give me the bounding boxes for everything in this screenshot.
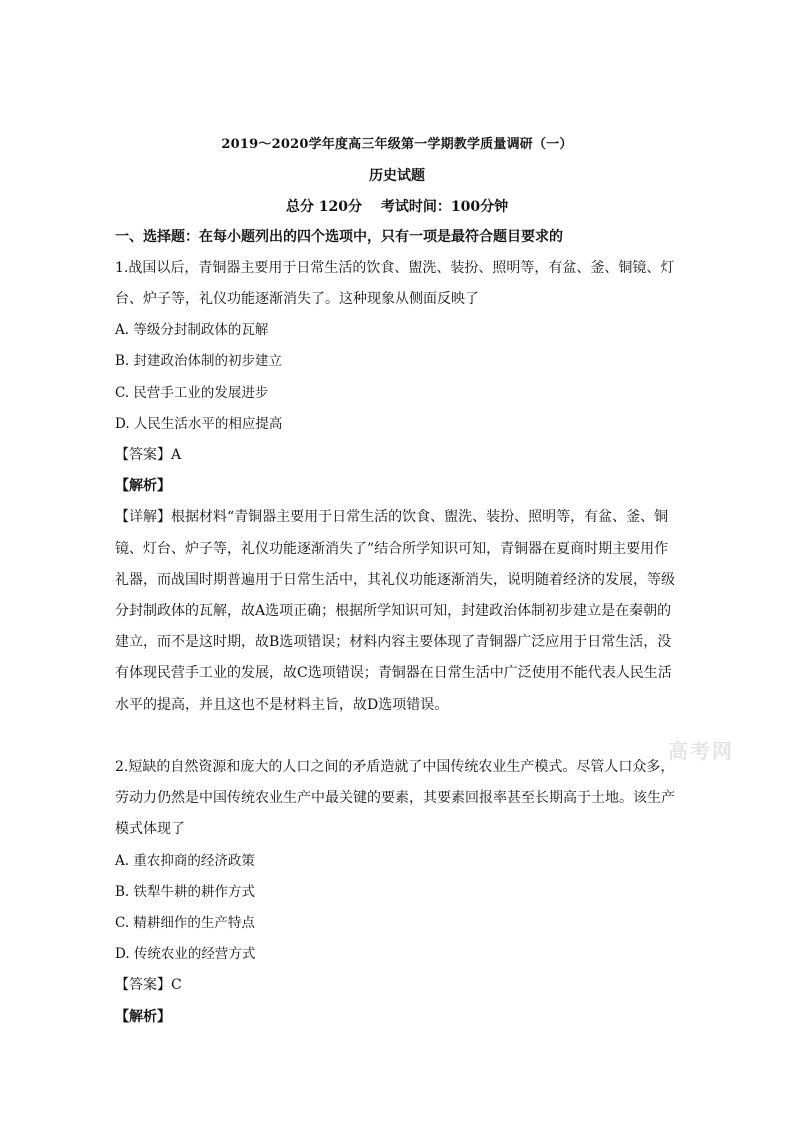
q1-detail-line: 【详解】根据材料“青铜器主要用于日常生活的饮食、盥洗、装扮、照明等，有盆、釜、铜 <box>115 509 669 525</box>
q2-option-b: B. 铁犁牛耕的耕作方式 <box>115 884 256 900</box>
q1-option-d: D. 人民生活水平的相应提高 <box>115 416 283 432</box>
score-time-line: 总分 120分 考试时间：100分钟 <box>285 199 509 215</box>
exam-title: 2019～2020学年度高三年级第一学期教学质量调研（一） <box>221 137 573 152</box>
q2-option-d: D. 传统农业的经营方式 <box>115 946 256 962</box>
q2-analysis-label: 【解析】 <box>115 1009 171 1025</box>
q1-detail-line: 有体现民营手工业的发展，故C选项错误；青铜器在日常生活中广泛使用不能代表人民生活 <box>115 665 672 681</box>
q1-answer: 【答案】A <box>115 447 182 463</box>
q1-detail-line: 礼器，而战国时期普遍用于日常生活中，其礼仪功能逐渐消失，说明随着经济的发展，等级 <box>115 572 675 588</box>
q2-stem-line: 模式体现了 <box>115 821 185 837</box>
q1-detail-line: 建立，而不是这时期，故B选项错误；材料内容主要体现了青铜器广泛应用于日常生活，没 <box>115 634 672 650</box>
subject-title: 历史试题 <box>369 168 425 184</box>
q1-stem-line: 台、炉子等，礼仪功能逐渐消失了。这种现象从侧面反映了 <box>115 291 479 307</box>
q1-analysis-label: 【解析】 <box>115 478 171 494</box>
q2-stem-line: 劳动力仍然是中国传统农业生产中最关键的要素，其要素回报率甚至长期高于土地。该生产 <box>115 790 675 806</box>
q1-detail-line: 水平的提高，并且这也不是材料主旨，故D选项错误。 <box>115 697 449 713</box>
q2-answer: 【答案】C <box>115 977 182 993</box>
q1-stem-line: 1.战国以后，青铜器主要用于日常生活的饮食、盥洗、装扮、照明等，有盆、釜、铜镜、灯 <box>115 260 675 276</box>
section-title: 一、选择题：在每小题列出的四个选项中，只有一项是最符合题目要求的 <box>115 229 563 245</box>
q2-option-a: A. 重农抑商的经济政策 <box>115 853 255 869</box>
q2-stem-line: 2.短缺的自然资源和庞大的人口之间的矛盾造就了中国传统农业生产模式。尽管人口众多， <box>115 759 675 775</box>
q2-option-c: C. 精耕细作的生产特点 <box>115 915 255 931</box>
q1-detail-line: 分封制政体的瓦解，故A选项正确；根据所学知识可知，封建政治体制初步建立是在秦朝的 <box>115 603 672 619</box>
q1-option-b: B. 封建政治体制的初步建立 <box>115 353 283 369</box>
q1-option-c: C. 民营手工业的发展进步 <box>115 385 269 401</box>
q1-detail-line: 镜、灯台、炉子等，礼仪功能逐渐消失了”结合所学知识可知，青铜器在夏商时期主要用作 <box>115 541 669 557</box>
watermark: 高考网 <box>668 739 734 763</box>
q1-option-a: A. 等级分封制政体的瓦解 <box>115 322 269 338</box>
